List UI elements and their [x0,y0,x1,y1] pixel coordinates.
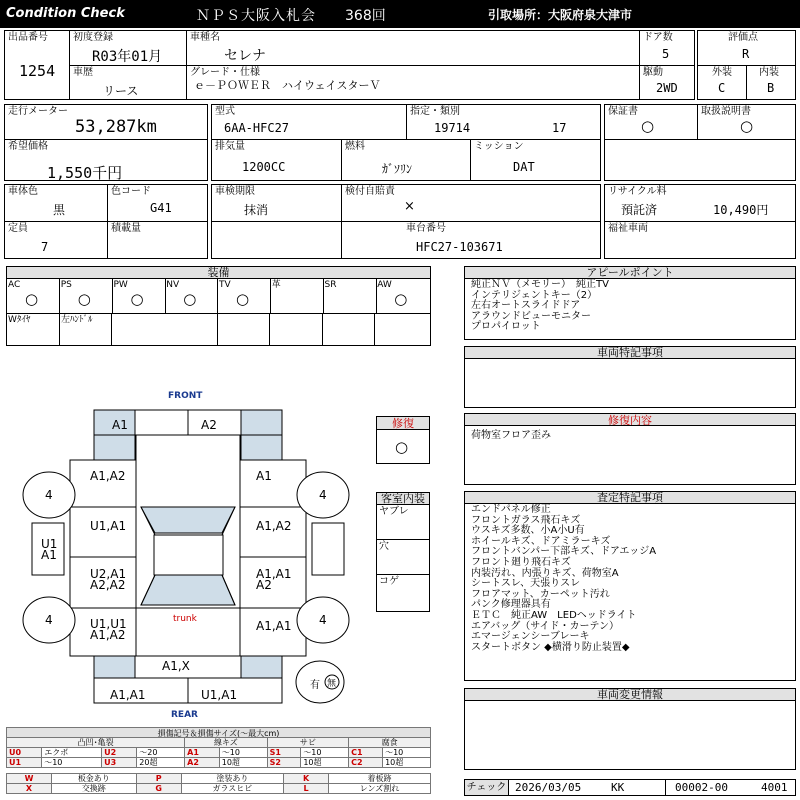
legend-head: サビ [267,738,349,748]
color-code: G41 [150,201,172,215]
legend-desc: 着板跡 [329,774,431,784]
legend-head: 凸凹･亀裂 [7,738,185,748]
mark-quarter-l1: U1,U1 [90,617,127,631]
cabin-title: 客室内装 [376,492,430,505]
liability-cell: 検付自賠責 × [341,184,601,222]
equip-label: AC [8,280,21,290]
check-label: チェック [465,780,509,795]
legend-desc: 20超 [137,758,185,768]
legend-code: W [7,774,52,784]
mark-fender-fl: A1,A2 [90,469,126,483]
legend-code: S2 [267,758,301,768]
inspection-cell: 車検期限 抹消 [211,184,342,222]
body-color: 黒 [53,203,66,217]
recycle-status: 預託済 [621,203,658,217]
equipment-row [7,279,430,314]
note-line: エマージェンシーブレーキ [471,631,590,643]
doors-cell: ドア数 5 [639,30,695,66]
first-reg: R03年01月 [92,49,163,65]
capacity-cell: 定員 7 [4,221,108,259]
manual-cell: 取扱説明書 ○ [697,104,796,140]
equip-革 [271,279,324,313]
repair-box [376,429,430,464]
interior: B [767,81,775,95]
car-name: セレナ [224,48,266,64]
fuel: ｶﾞｿﾘﾝ [382,162,413,176]
equip-extra-w-tire: Wﾀｲﾔ [8,315,31,325]
legend-code: A2 [185,758,220,768]
grade: ｅ－ＰＯＷＥＲ ハイウェイスターＶ [194,79,381,92]
repair-detail-text: 荷物室フロア歪み [471,430,551,441]
lot-cell: 出品番号 1254 [4,30,70,100]
appeal-title: アピールポイント [464,266,796,279]
category: 17 [552,121,567,135]
model: 6AA-HFC27 [224,121,290,135]
equip-label: PS [60,280,72,290]
header-bar [0,0,800,28]
car-diagram [0,385,372,725]
legend-desc: ガラスヒビ [181,784,283,794]
mark-quarter-l2: A1,A2 [90,628,126,642]
mark-fender-fr: A1 [256,469,272,483]
first-reg-cell: 初度登録 R03年01月 [69,30,187,66]
mark-door-rl1: U2,A1 [90,567,127,581]
mark-rear-gate: A1,X [162,659,190,673]
welfare-cell: 福祉車両 [604,221,796,259]
blank-cell [211,221,342,259]
legend-head: 線キズ [185,738,267,748]
equip-label: PW [113,280,128,290]
load-cell: 積載量 [107,221,208,259]
displacement: 1200CC [242,160,286,174]
legend-desc: 〜10 [383,748,431,758]
equip-label: TV [219,280,231,290]
drive: 2WD [656,81,678,95]
note-line: ホイールキズ、ドアミラーキズ [471,535,611,547]
legend-code: A1 [185,748,220,758]
special-title: 車両特記事項 [464,346,796,359]
appeal-line: プロパイロット [471,321,541,333]
legend-table-2 [6,773,431,794]
mark-quarter-r: A1,A1 [256,619,292,633]
notes-blank-cell [604,139,796,181]
legend-code: U1 [7,758,42,768]
lot-number: 1254 [19,62,56,80]
legend-desc: 塗装あり [181,774,283,784]
designation: 19714 [434,121,471,135]
warranty-cell: 保証書 ○ [604,104,698,140]
legend-desc: エクボ [42,748,102,758]
grade-eval-cell: 評価点 R [697,30,796,66]
trunk-label: trunk [173,614,197,624]
equip-label: 革 [271,280,281,290]
equip-sr [324,279,377,313]
equip-mark: ○ [25,290,39,308]
equip-ps [60,279,113,313]
equipment-table [6,278,431,346]
legend-title: 損傷記号＆損傷サイズ(〜最大cm) [6,727,431,738]
check-date: 2026/03/05 [515,781,582,794]
auction-session: 368回 [345,8,386,24]
appeal-line: インテリジェントキー（2） [471,289,598,301]
mark-front-right: A2 [201,418,217,432]
mark-tire-fl: 4 [45,488,53,502]
equip-label: NV [166,280,180,290]
footer-code: 00002-00 [675,781,728,794]
spare-tire-mark: 無 [327,679,337,689]
legend-code: S1 [267,748,301,758]
mark-door-fr: A1,A2 [256,519,292,533]
legend-code: P [136,774,181,784]
interior-cell: 内装 B [746,65,796,100]
auction-name: ＮＰＳ大阪入札会 [196,8,316,24]
legend-code: C2 [349,758,383,768]
mark-side-l1: U1 [41,537,58,551]
note-line: フロアマット、カーペット汚れ [471,588,610,600]
legend-desc: 10超 [383,758,431,768]
changes-title: 車両変更情報 [464,688,796,701]
checker: KK [611,781,625,794]
doors: 5 [662,47,670,61]
mark-bumper-rl: A1,A1 [110,688,146,702]
equip-ac [7,279,60,313]
mark-door-fl: U1,A1 [90,519,127,533]
condition-check-title: Condition Check [6,6,125,21]
equip-label: AW [377,280,392,290]
mission: DAT [513,160,535,174]
price-cell: 希望価格 1,550千円 [4,139,208,181]
equipment-title: 装備 [6,266,431,279]
repair-detail-title: 修復内容 [464,413,796,426]
note-line: 内装汚れ、内張りキズ、荷物室A [471,567,619,579]
mark-bumper-rr: U1,A1 [201,688,238,702]
equip-mark: ○ [236,290,250,308]
grade-eval: R [742,47,750,61]
mission-cell: ミッション DAT [470,139,601,181]
note-line: スタートボタン ◆横滑り防止装置◆ [471,641,630,653]
liability: × [404,199,415,214]
history: リース [103,84,139,98]
equip-extra-left-hand: 左ﾊﾝﾄﾞﾙ [59,314,112,346]
spare-tire-label: 有 [310,680,320,691]
legend-desc: レンズ割れ [329,784,431,794]
repair-title: 修復 [376,416,430,430]
recycle-fee: 10,490円 [713,203,769,217]
appeal-line: 純正ＮＶ（メモリー） 純正TV [471,279,609,290]
history-cell: 車歴 リース [69,65,187,100]
footer-bar [464,779,796,796]
equip-mark: ○ [394,290,408,308]
fuel-cell: 燃料 ｶﾞｿﾘﾝ [341,139,471,181]
exterior: C [718,81,726,95]
equip-mark: ○ [183,290,197,308]
legend-desc: 〜10 [219,748,267,758]
appeal-line: アラウンドビューモニター [471,310,591,322]
equip-pw [113,279,166,313]
inspection: 抹消 [244,203,269,217]
odometer: 53,287km [75,117,157,137]
note-line: フロントガラス飛石キズ [471,514,581,526]
note-line: ＥＴＣ 純正AW LEDヘッドライト [471,609,637,621]
legend-desc: 〜10 [301,748,349,758]
mark-tire-fr: 4 [319,488,327,502]
note-line: エアバッグ（サイド・カーテン） [471,620,619,632]
note-line: ウスキズ多数、小A小U有 [471,525,585,537]
color-code-cell: 色コード G41 [107,184,208,222]
front-label: FRONT [168,391,203,401]
equip-aw [376,279,429,313]
cabin-tear: ヤブレ [379,506,409,517]
appeal-lines [471,280,609,333]
equip-label: SR [324,280,337,290]
legend-code: L [284,784,329,794]
legend-head: 腐食 [349,738,431,748]
notes-box [464,503,796,681]
pickup-location: 引取場所：大阪府泉大津市 [488,8,633,22]
body-color-cell: 車体色 黒 [4,184,108,222]
mark-front-left: A1 [112,418,128,432]
model-cell: 型式 6AA-HFC27 [211,104,407,140]
mark-door-rr1: A1,A1 [256,567,292,581]
notes-title: 査定特記事項 [464,491,796,504]
odometer-cell: 走行メーター 53,287km [4,104,208,140]
mark-door-rl2: A2,A2 [90,578,126,592]
equip-extra-blank-1 [217,314,270,346]
legend-code: C1 [349,748,383,758]
notes-lines [471,505,656,653]
name-cell: 車種名 セレナ [186,30,640,66]
legend-desc: 10超 [219,758,267,768]
legend-code: U3 [102,758,137,768]
note-line: パンク修理器具有 [471,599,551,611]
equip-extra-blank-2 [322,314,375,346]
equip-nv [165,279,218,313]
equip-mark: ○ [77,290,91,308]
appeal-box [464,278,796,340]
drive-cell: 駆動 2WD [639,65,695,100]
footer-number: 4001 [761,781,788,794]
cabin-hole: 穴 [379,541,389,552]
displacement-cell: 排気量 1200CC [211,139,342,181]
legend-desc: 交換跡 [52,784,137,794]
legend-desc: 〜10 [42,758,102,768]
legend-table [6,737,431,768]
recycle-cell: リサイクル料 預託済 10,490円 [604,184,796,222]
appeal-line: 左右オートスライドドア [471,300,581,312]
equip-mark: ○ [130,290,144,308]
cabin-tear-box [376,504,430,540]
price: 1,550千円 [47,164,123,182]
mark-tire-rl: 4 [45,613,53,627]
repair-mark: ○ [395,438,409,456]
cabin-hole-box [376,539,430,575]
repair-detail-box [464,425,796,485]
chassis-cell: 車台番号 HFC27-103671 [341,221,601,259]
grade-cell: グレード・仕様 ｅ－ＰＯＷＥＲ ハイウェイスターＶ [186,65,640,100]
warranty-mark: ○ [641,117,655,135]
legend-code: U0 [7,748,42,758]
equip-tv [218,279,271,313]
legend-code: X [7,784,52,794]
note-line: フロント廻り飛石キズ [471,556,571,568]
chassis: HFC27-103671 [416,240,503,254]
category-cell: 指定・類別 19714 17 [406,104,601,140]
mark-tire-rr: 4 [319,613,327,627]
legend-desc: 板金あり [52,774,137,784]
mark-door-rr2: A2 [256,578,272,592]
note-line: エンドパネル修正 [471,504,551,515]
mark-side-l2: A1 [41,548,57,562]
legend-desc: 〜20 [137,748,185,758]
changes-box [464,700,796,770]
capacity: 7 [41,240,49,254]
exterior-cell: 外装 C [697,65,747,100]
legend-code: K [284,774,329,784]
legend-code: U2 [102,748,137,758]
cabin-burn-box [376,574,430,612]
special-box [464,358,796,408]
rear-label: REAR [171,710,198,720]
cabin-burn: コゲ [379,576,399,587]
note-line: フロントバンパー下部キズ、ドアエッジA [471,546,657,558]
note-line: シートスレ、天張りスレ [471,578,581,590]
legend-desc: 10超 [301,758,349,768]
manual-mark: ○ [740,117,754,135]
legend-code: G [136,784,181,794]
